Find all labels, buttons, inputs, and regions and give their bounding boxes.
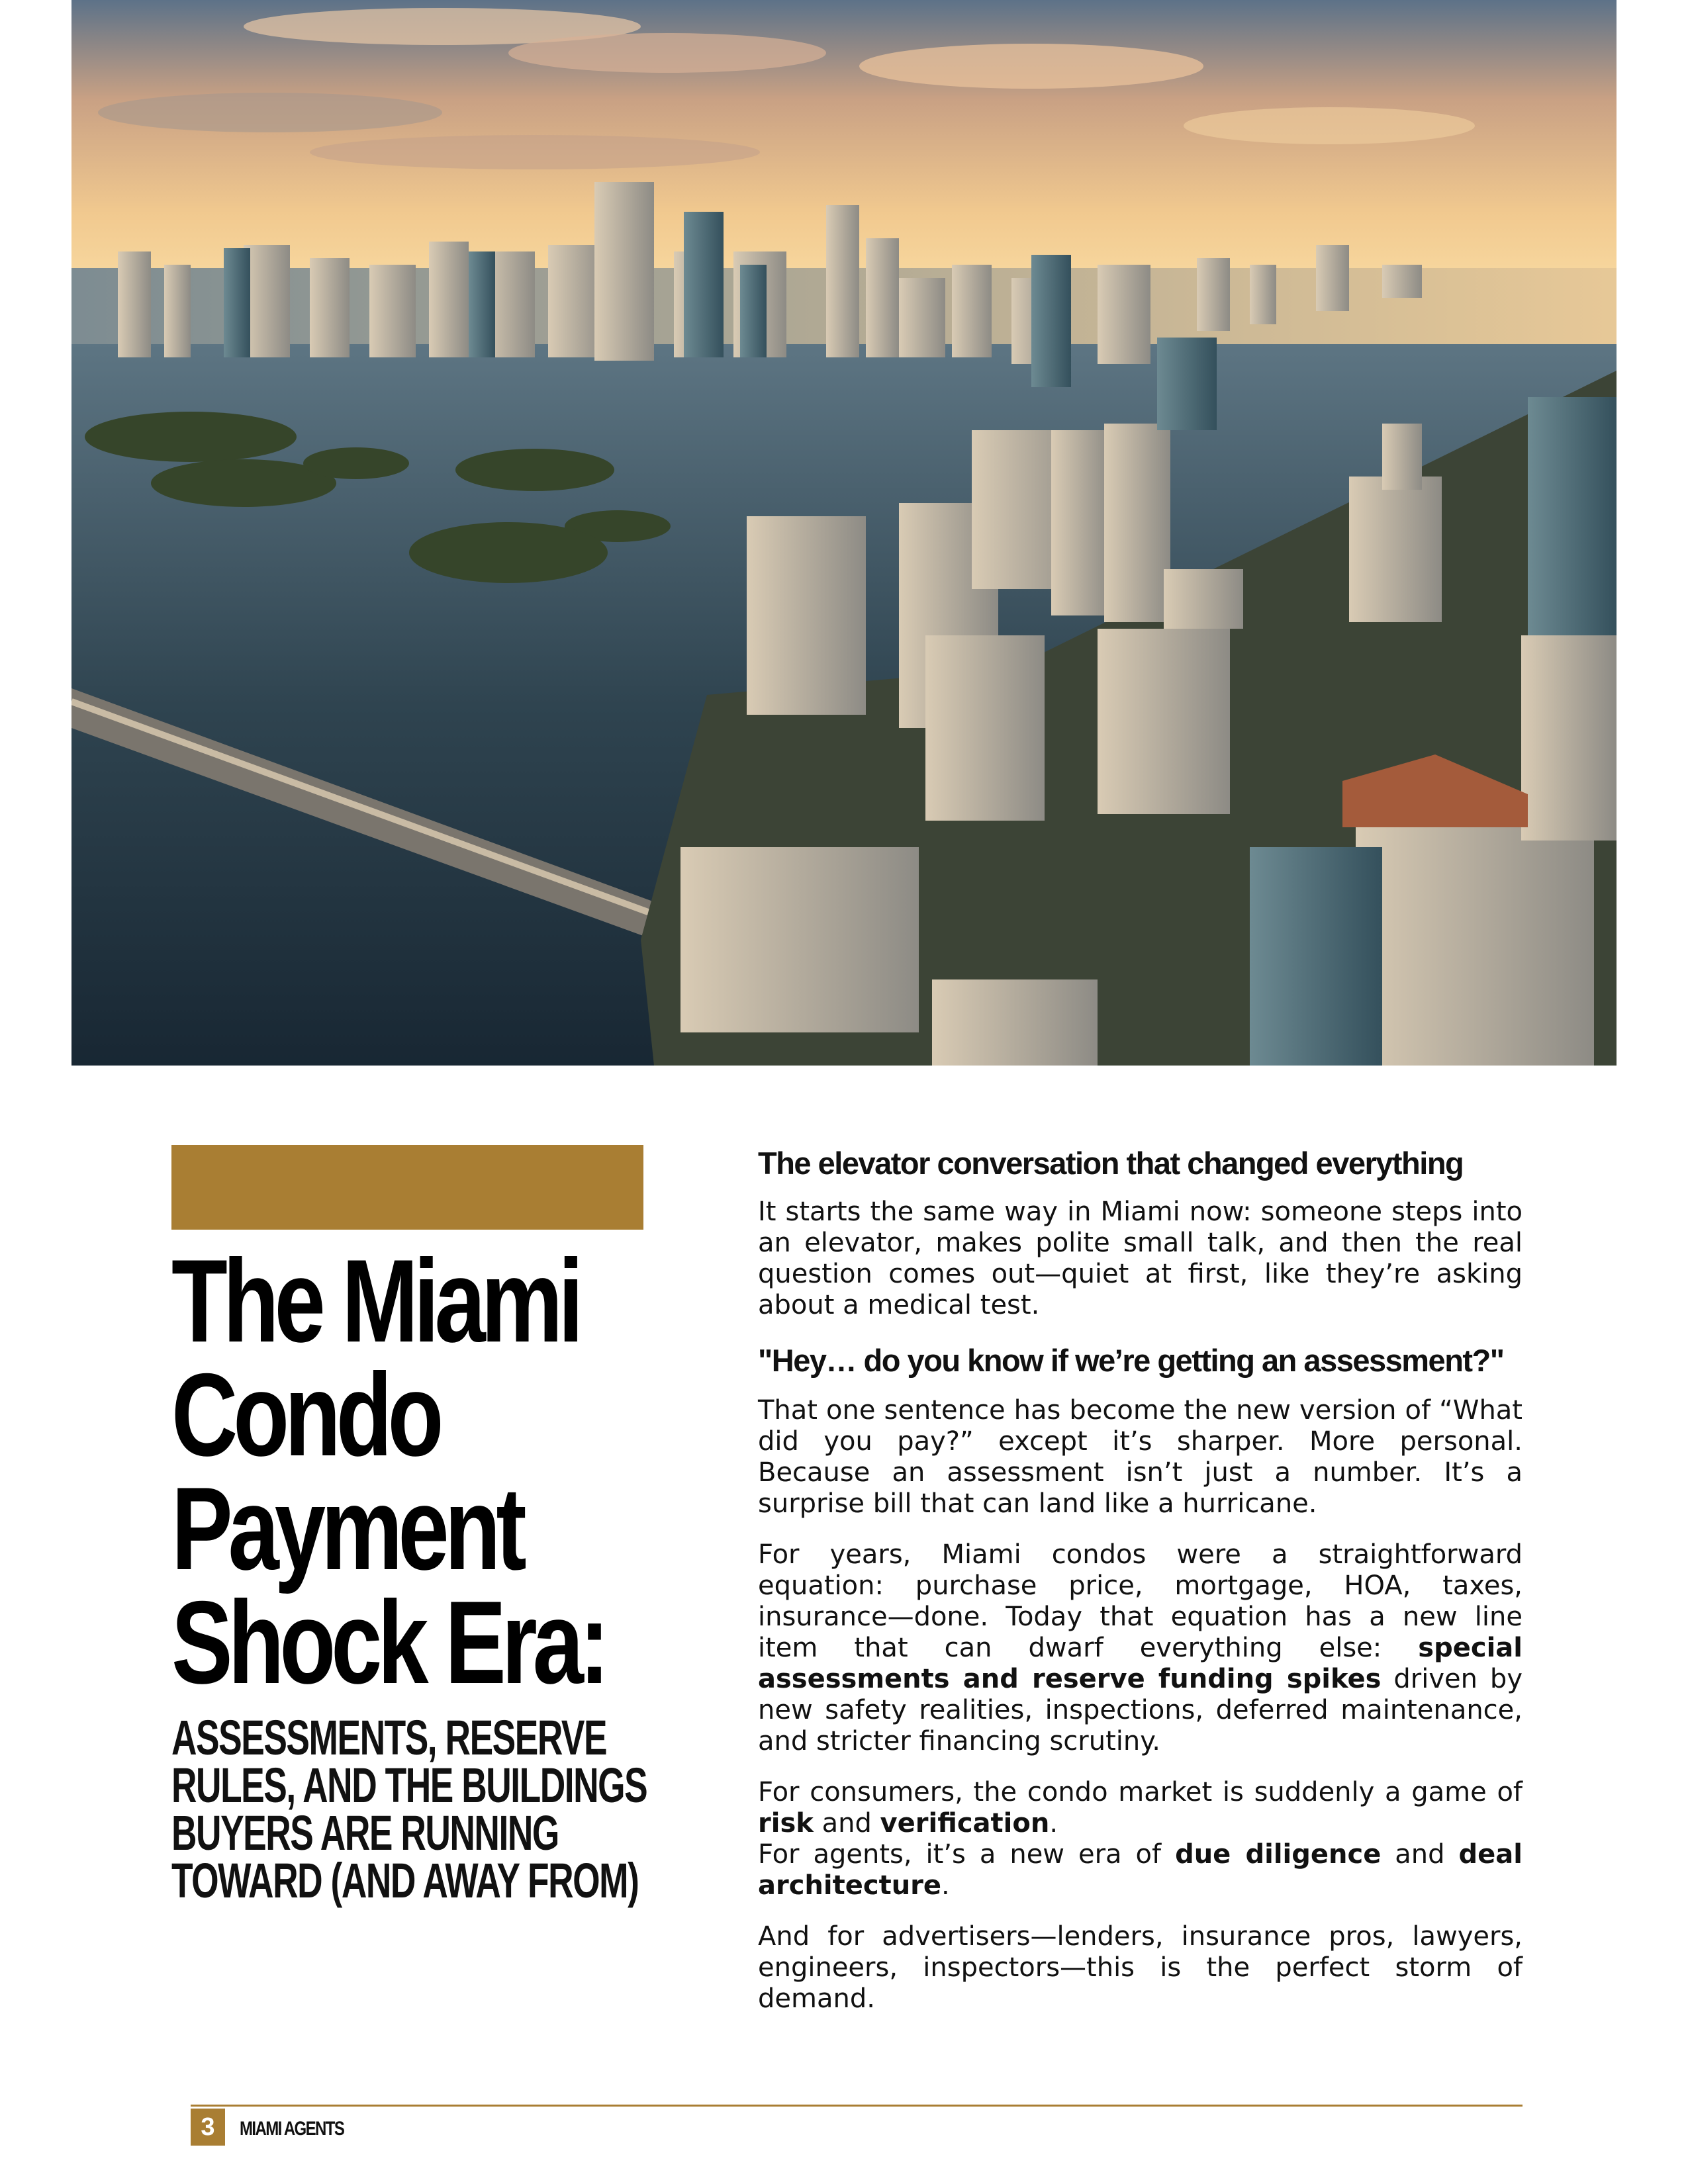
subtitle-line-3: BUYERS ARE RUNNING <box>171 1805 559 1860</box>
footer-rule <box>191 2105 1523 2107</box>
subtitle-line-4: TOWARD (AND AWAY FROM) <box>171 1853 639 1908</box>
p3-bold: special assessments and reserve funding spikes <box>758 1633 1523 1694</box>
paragraph-4 <box>758 1777 1523 1839</box>
p3-text-a: For years, Miami condos were a straightforward equation: purchase price, mortgage, HOA, taxes, insurance—done. Today that equation has a new line item that can dwarf everything else: <box>758 1539 1523 1663</box>
title-accent-bar <box>171 1145 643 1230</box>
paragraph-intro: It starts the same way in Miami now: someone steps into an elevator, makes polite small talk, and then the real question comes out—quiet at first, like they’re asking about a medical test. <box>758 1197 1523 1320</box>
paragraph-6: And for advertisers—lenders, insurance pros, lawyers, engineers, inspectors—this is the perfect storm of demand. <box>758 1921 1523 2014</box>
page-number-badge: 3 <box>191 2109 225 2146</box>
miami-skyline-photo-icon <box>71 0 1617 1066</box>
paragraph-2: That one sentence has become the new version of “What did you pay?” except it’s sharper. More personal. Because an assessment isn’t just a number. It’s a surprise bill that can land like a hurricane. <box>758 1395 1523 1519</box>
p5-bold-due-diligence: due diligence <box>1175 1839 1382 1870</box>
paragraph-3 <box>758 1539 1523 1757</box>
p4-bold-verification: verification <box>880 1808 1050 1839</box>
p5-end: . <box>941 1870 950 1901</box>
paragraph-5 <box>758 1839 1523 1901</box>
subtitle-line-2: RULES, AND THE BUILDINGS <box>171 1758 647 1813</box>
p5-bold-deal-architecture: deal architecture <box>758 1839 1523 1901</box>
article-subtitle <box>171 1710 772 1908</box>
section-heading: The elevator conversation that changed everything <box>758 1146 1464 1181</box>
article-title <box>171 1235 657 1708</box>
p4-text-a: For consumers, the condo market is suddenly a game of <box>758 1777 1523 1807</box>
title-line-4: Shock Era: <box>171 1576 606 1708</box>
p5-and: and <box>1381 1839 1459 1870</box>
subtitle-line-1: ASSESSMENTS, RESERVE <box>171 1710 607 1765</box>
p4-and: and <box>813 1808 880 1839</box>
p3-text-b: driven by new safety realities, inspections, deferred maintenance, and stricter financing scrutiny. <box>758 1664 1523 1756</box>
p5-text-a: For agents, it’s a new era of <box>758 1839 1176 1870</box>
title-line-3: Payment <box>171 1463 522 1594</box>
magazine-name: MIAMI AGENTS <box>240 2118 344 2140</box>
pull-quote: "Hey… do you know if we’re getting an assessment?" <box>758 1343 1504 1378</box>
p4-bold-risk: risk <box>758 1808 814 1839</box>
hero-skyline-image <box>71 0 1617 1066</box>
p4-end: . <box>1049 1808 1058 1839</box>
title-line-2: Condo <box>171 1349 440 1480</box>
article-body <box>758 1144 1523 2034</box>
title-line-1: The Miami <box>171 1235 579 1367</box>
